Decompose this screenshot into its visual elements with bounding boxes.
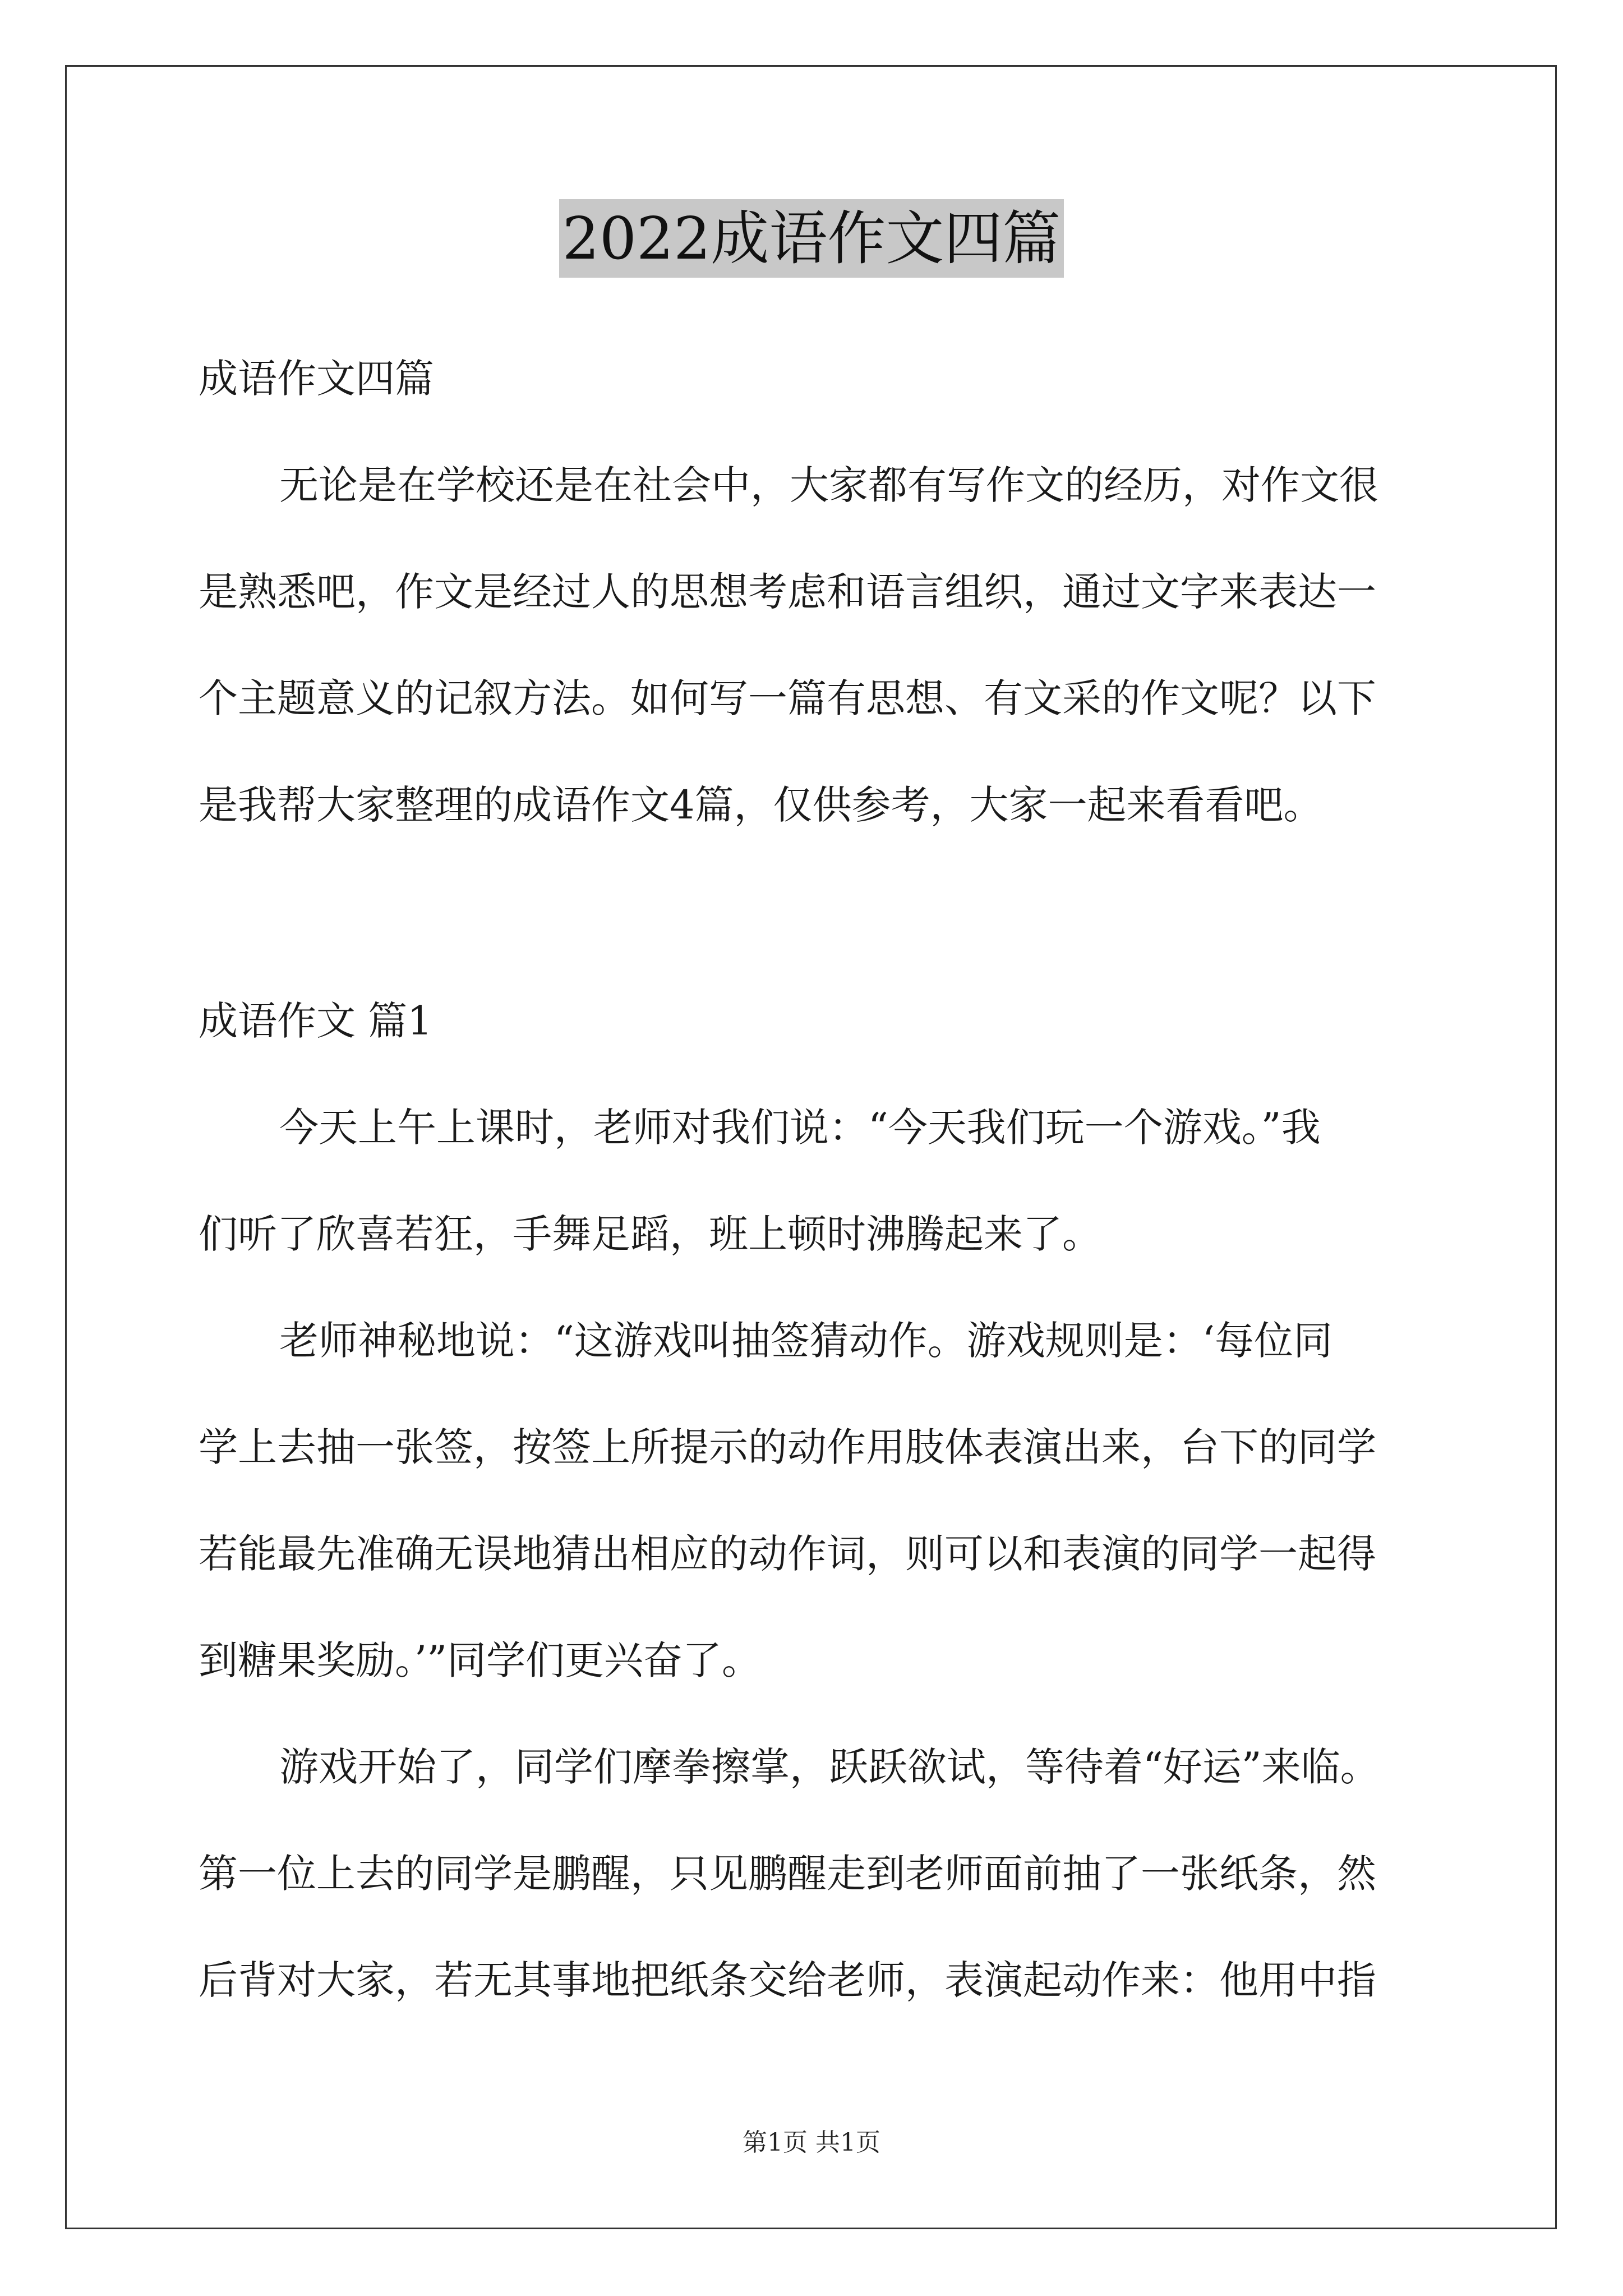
paragraph-line: 是熟悉吧，作文是经过人的思想考虑和语言组织，通过文字来表达一 [199, 569, 1376, 615]
section-heading: 成语作文 篇1 [199, 998, 432, 1044]
paragraph-line: 第一位上去的同学是鹏醒，只见鹏醒走到老师面前抽了一张纸条，然 [199, 1851, 1376, 1897]
paragraph-line: 们听了欣喜若狂，手舞足蹈，班上顿时沸腾起来了。 [199, 1211, 1101, 1257]
paragraph-line: 个主题意义的记叙方法。如何写一篇有思想、有文采的作文呢？以下 [199, 675, 1376, 721]
paragraph-line: 老师神秘地说：“这游戏叫抽签猜动作。游戏规则是：‘每位同 [279, 1318, 1333, 1364]
paragraph-line: 是我帮大家整理的成语作文4篇，仅供参考，大家一起来看看吧。 [199, 782, 1323, 828]
paragraph-line: 无论是在学校还是在社会中，大家都有写作文的经历，对作文很 [279, 462, 1378, 508]
paragraph-line: 到糖果奖励。’”同学们更兴奋了。 [199, 1637, 762, 1683]
page-footer: 第1页 共1页 [743, 2128, 880, 2157]
paragraph-line: 今天上午上课时，老师对我们说：“今天我们玩一个游戏。”我 [279, 1105, 1321, 1151]
paragraph-line: 游戏开始了，同学们摩拳擦掌，跃跃欲试，等待着“好运”来临。 [279, 1744, 1380, 1790]
paragraph-line: 学上去抽一张签，按签上所提示的动作用肢体表演出来，台下的同学 [199, 1424, 1376, 1470]
intro-heading: 成语作文四篇 [199, 356, 434, 402]
document-title: 2022成语作文四篇 [559, 199, 1064, 278]
paragraph-line: 若能最先准确无误地猜出相应的动作词，则可以和表演的同学一起得 [199, 1531, 1376, 1577]
paragraph-line: 后背对大家，若无其事地把纸条交给老师，表演起动作来：他用中指 [199, 1957, 1376, 2003]
title-container [0, 199, 1623, 278]
